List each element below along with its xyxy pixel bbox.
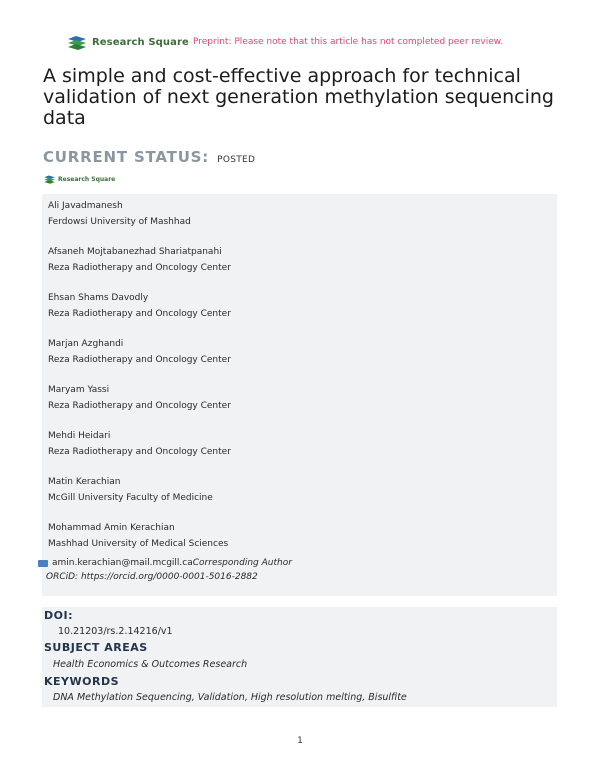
author-name: Mehdi Heidari xyxy=(48,431,111,441)
author-entry xyxy=(48,429,231,460)
author-entry xyxy=(48,521,228,552)
author-affiliation: Ferdowsi University of Mashhad xyxy=(48,216,191,227)
author-affiliation: Reza Radiotherapy and Oncology Center xyxy=(48,308,231,319)
article-title: A simple and cost-effective approach for technical validation of next generation methylation sequencing data xyxy=(43,65,554,129)
author-name: Mohammad Amin Kerachian xyxy=(48,523,175,533)
keywords-label: KEYWORDS xyxy=(44,675,120,688)
research-square-small-icon xyxy=(43,174,56,184)
author-affiliation: Reza Radiotherapy and Oncology Center xyxy=(48,262,231,273)
current-status xyxy=(43,148,255,166)
author-entry xyxy=(48,383,231,414)
preprint-notice: Preprint: Please note that this article has not completed peer review. xyxy=(193,37,504,47)
author-name: Ali Javadmanesh xyxy=(48,201,123,211)
corresponding-email-line xyxy=(38,558,292,568)
orcid-link[interactable]: ORCiD: https://orcid.org/0000-0001-5016-2882 xyxy=(46,572,258,582)
mail-icon xyxy=(38,560,48,567)
status-label: CURRENT STATUS: xyxy=(43,148,210,166)
author-entry xyxy=(48,337,231,368)
doi-value[interactable]: 10.21203/rs.2.14216/v1 xyxy=(58,626,173,637)
author-entry xyxy=(48,199,191,230)
author-affiliation: Reza Radiotherapy and Oncology Center xyxy=(48,446,231,457)
header xyxy=(66,34,546,52)
author-name: Matin Kerachian xyxy=(48,477,121,487)
author-entry xyxy=(48,245,231,276)
author-affiliation: Reza Radiotherapy and Oncology Center xyxy=(48,354,231,365)
small-logo-text: Research Square xyxy=(58,175,116,183)
author-name: Marjan Azghandi xyxy=(48,339,124,349)
author-affiliation: Reza Radiotherapy and Oncology Center xyxy=(48,400,231,411)
subject-areas-value: Health Economics & Outcomes Research xyxy=(53,659,248,670)
author-name: Ehsan Shams Davodly xyxy=(48,293,149,303)
keywords-value: DNA Methylation Sequencing, Validation, High resolution melting, Bisulfite xyxy=(53,692,407,703)
corresponding-email[interactable]: amin.kerachian@mail.mcgill.ca xyxy=(52,558,193,568)
research-square-logo[interactable] xyxy=(66,34,189,50)
logo-text: Research Square xyxy=(92,36,189,48)
corresponding-author-label: Corresponding Author xyxy=(192,558,292,568)
authors-box xyxy=(42,194,557,596)
research-square-logo-icon xyxy=(66,34,88,50)
author-entry xyxy=(48,291,231,322)
metadata-box xyxy=(42,607,557,707)
small-research-square-logo xyxy=(43,174,115,184)
author-affiliation: McGill University Faculty of Medicine xyxy=(48,492,213,503)
doi-label: DOI: xyxy=(44,609,73,622)
subject-areas-label: SUBJECT AREAS xyxy=(44,641,148,654)
page-number: 1 xyxy=(297,736,303,746)
status-value: POSTED xyxy=(217,155,256,165)
author-affiliation: Mashhad University of Medical Sciences xyxy=(48,538,229,549)
author-entry xyxy=(48,475,213,506)
author-name: Afsaneh Mojtabanezhad Shariatpanahi xyxy=(48,247,222,257)
author-name: Maryam Yassi xyxy=(48,385,110,395)
